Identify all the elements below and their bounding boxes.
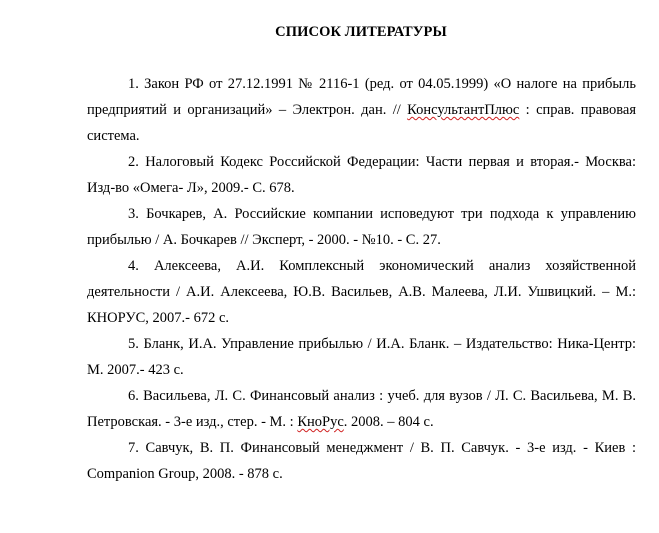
spellcheck-word: КноРус [297,414,344,430]
entry-text: . 2008. – 804 с. [343,414,434,430]
entry-number: 6. [128,388,139,404]
entry-text: Алексеева, А.И. Комплексный экономический анализ хозяйственной деятельности / А.И. Алексеева, Ю.В. Васильев, А.В. Малеева, Л.И. Ушвицкий. – М.: КНОРУС, 2007.- 672 с. [87,258,636,326]
spellcheck-word: КонсультантПлюс [407,102,520,118]
entry-number: 2. [128,154,139,170]
entry-text: Закон РФ от 27.12.1991 № 2116-1 (ред. от 04.05.1999) «О налоге на прибыль предприятий и организаций» – Электрон. дан. // [87,76,636,118]
entry-text: : справ. правовая система. [87,102,636,144]
document-title: СПИСОК ЛИТЕРАТУРЫ [275,24,447,40]
entry-number: 4. [128,258,139,274]
entry-number: 1. [128,76,139,92]
entry-number: 5. [128,336,139,352]
entry-text: Бланк, И.А. Управление прибылью / И.А. Бланк. – Издательство: Ника-Центр: М. 2007.- 423 с. [87,336,636,378]
entry-text: Налоговый Кодекс Российской Федерации: Части первая и вторая.- Москва: Изд-во «Омега- Л», 2009.- С. 678. [87,154,636,196]
bibliography-entry-5 [87,331,636,383]
entry-text: Савчук, В. П. Финансовый менеджмент / В. П. Савчук. - 3-е изд. - Киев : Companion Group, 2008. - 878 с. [87,440,637,482]
bibliography-entry-3 [87,201,636,253]
entry-text: Васильева, Л. С. Финансовый анализ : учеб. для вузов / Л. С. Васильева, М. В. Петровская. - 3-е изд., стер. - М. : [87,388,637,430]
entry-text: Бочкарев, А. Российские компании исповедуют три подхода к управлению прибылью / А. Бочкарев // Эксперт, - 2000. - №10. - С. 27. [87,206,637,248]
bibliography-entry-4 [87,253,636,331]
entry-number: 3. [128,206,139,222]
bibliography-entry-7 [87,435,636,487]
bibliography-entry-1 [87,71,636,149]
entry-number: 7. [128,440,139,456]
bibliography-list [87,71,636,487]
bibliography-entry-6 [87,383,636,435]
bibliography-entry-2 [87,149,636,201]
